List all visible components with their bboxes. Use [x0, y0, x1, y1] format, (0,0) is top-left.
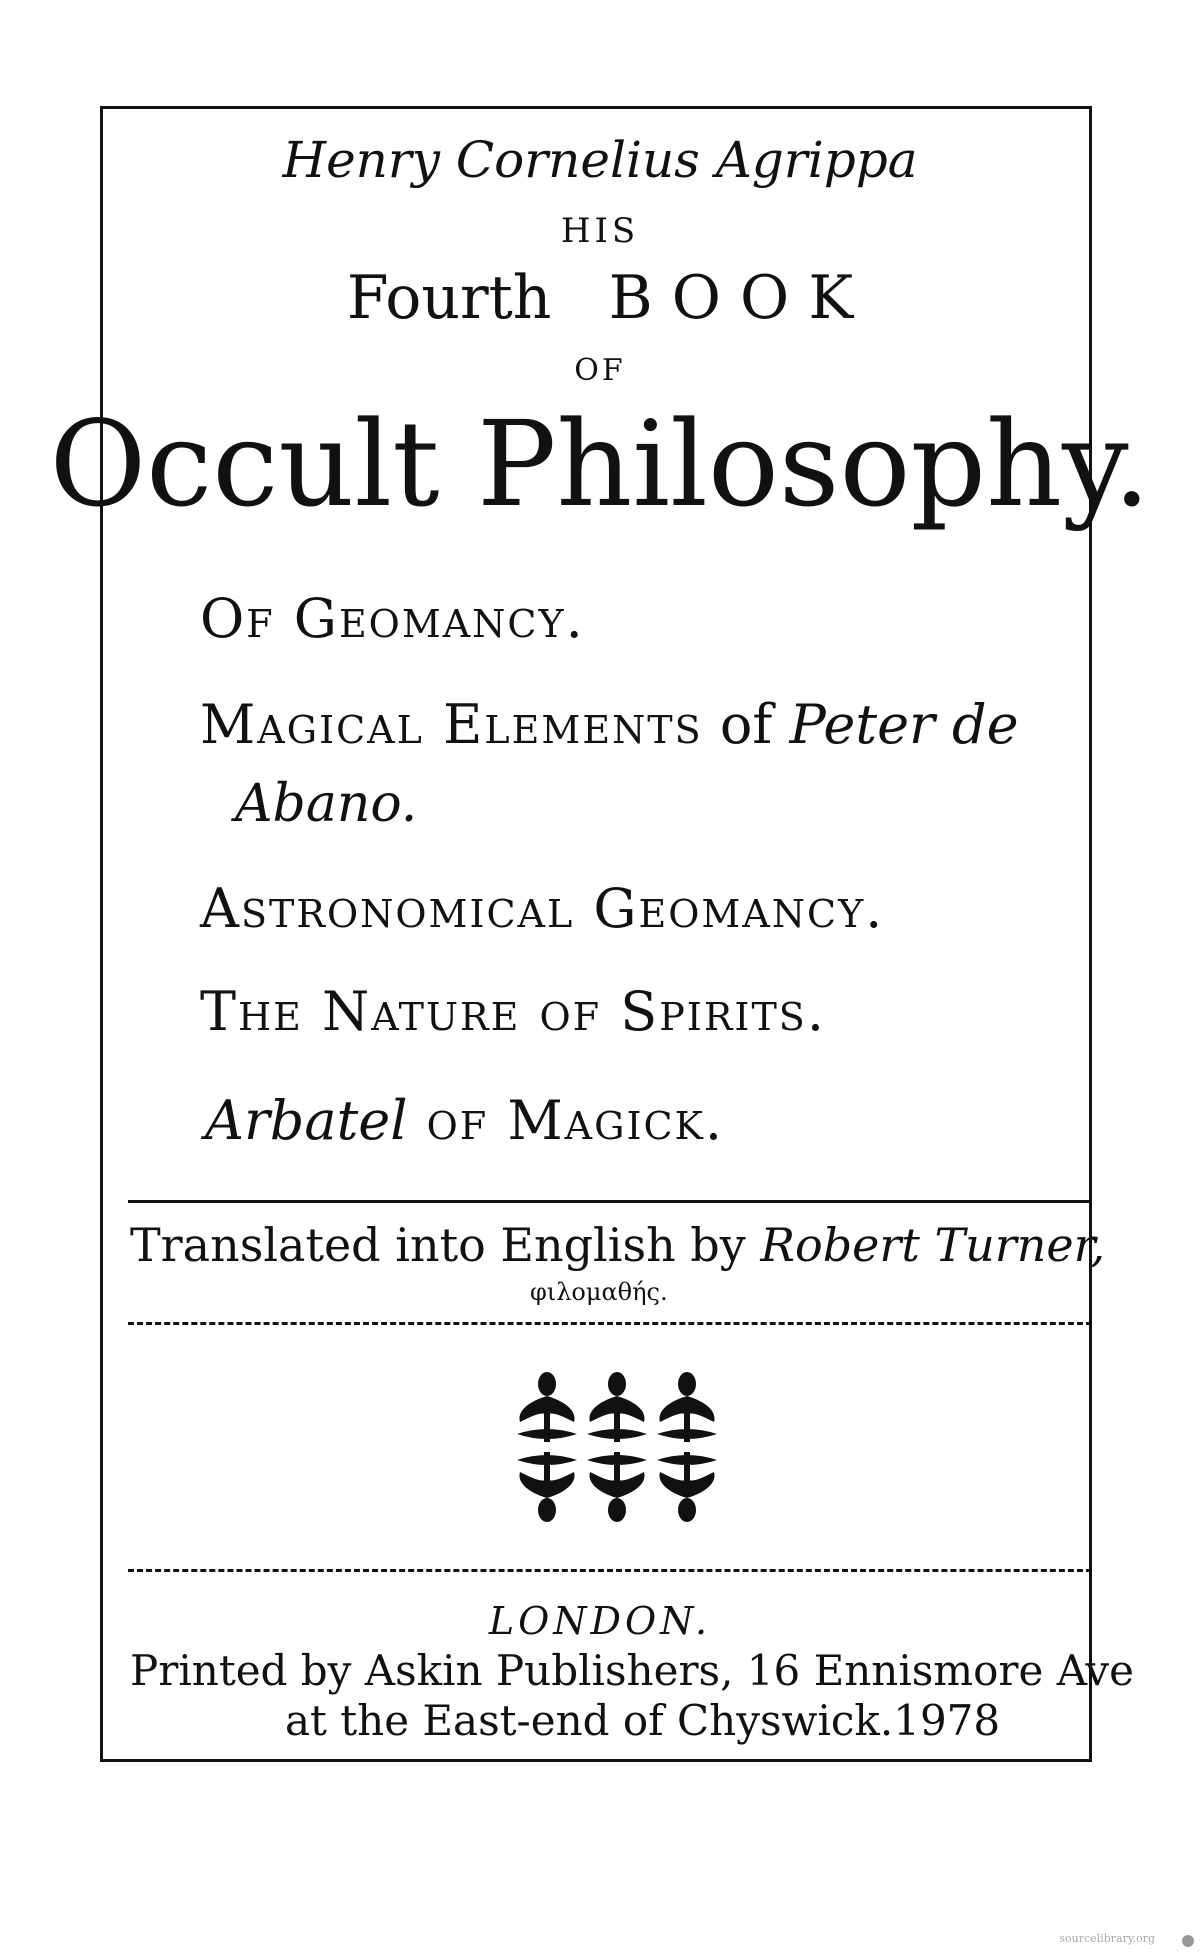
contents-abano: Abano.	[235, 774, 418, 834]
dashed-divider-lower	[128, 1569, 1092, 1572]
greek-epithet: φιλομαθής.	[530, 1278, 668, 1306]
fourth-book	[0, 263, 1200, 333]
divider	[128, 1200, 1092, 1203]
contents-magical-elements-of: of	[702, 693, 790, 756]
contents-magical-elements-author: Peter de	[789, 693, 1019, 756]
contents-arbatel	[205, 1089, 725, 1152]
contents-astronomical-geomancy: Astronomical Geomancy.	[200, 877, 885, 940]
printers-ornament	[512, 1372, 722, 1522]
book-word: B O O K	[608, 263, 854, 333]
translation-text: Translated into English by	[130, 1218, 746, 1272]
main-title: Occult Philosophy.	[49, 395, 1151, 533]
contents-nature-of-spirits: The Nature of Spirits.	[200, 980, 826, 1043]
contents-magical-elements-lead: Magical Elements	[200, 693, 703, 756]
contents-arbatel-italic: Arbatel	[205, 1089, 408, 1152]
watermark: sourcelibrary.org	[1059, 1932, 1155, 1945]
dashed-divider	[128, 1322, 1092, 1325]
contents-arbatel-magick: of Magick.	[407, 1089, 725, 1152]
contents-magical-elements	[200, 693, 1019, 756]
imprint-line-2: at the East-end of Chyswick.1978	[285, 1696, 1001, 1745]
of-label: OF	[574, 353, 626, 388]
translation-line	[130, 1218, 1106, 1272]
corner-badge-icon	[1182, 1935, 1194, 1947]
translator-name: Robert Turner,	[760, 1218, 1106, 1272]
author: Henry Cornelius Agrippa	[282, 131, 918, 189]
imprint-line-1: Printed by Askin Publishers, 16 Ennismore Ave	[130, 1646, 1134, 1695]
fourth-word: Fourth	[346, 263, 552, 333]
contents-geomancy: Of Geomancy.	[200, 587, 585, 650]
city: LONDON.	[488, 1599, 712, 1643]
his-label: HIS	[560, 211, 640, 251]
